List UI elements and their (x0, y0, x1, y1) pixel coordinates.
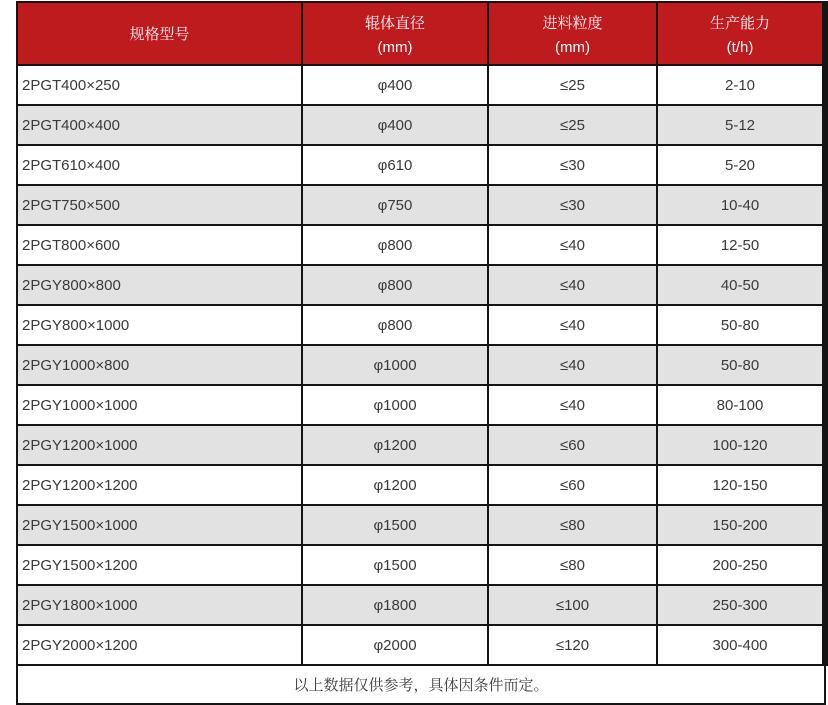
col-header-roller-diameter-unit: (mm) (377, 38, 413, 56)
cell-model: 2PGY1200×1000 (17, 425, 302, 465)
cell-model: 2PGY800×1000 (17, 305, 302, 345)
col-header-feed-size (488, 2, 657, 65)
cell-diameter: φ400 (302, 65, 488, 105)
cell-model: 2PGT400×250 (17, 65, 302, 105)
table-row (17, 345, 825, 385)
col-header-model (17, 2, 302, 65)
cell-model: 2PGT400×400 (17, 105, 302, 145)
spec-table-header (17, 2, 825, 65)
cell-feed-size: ≤120 (488, 625, 657, 665)
cell-capacity: 200-250 (657, 545, 825, 585)
cell-diameter: φ1000 (302, 385, 488, 425)
col-header-roller-diameter (302, 2, 488, 65)
cell-model: 2PGY800×800 (17, 265, 302, 305)
cell-feed-size: ≤60 (488, 465, 657, 505)
cell-feed-size: ≤40 (488, 345, 657, 385)
table-row (17, 265, 825, 305)
cell-capacity: 12-50 (657, 225, 825, 265)
cell-feed-size: ≤80 (488, 545, 657, 585)
table-row (17, 465, 825, 505)
cell-model: 2PGY1000×800 (17, 345, 302, 385)
cell-diameter: φ800 (302, 305, 488, 345)
header-row (17, 2, 825, 65)
cell-capacity: 120-150 (657, 465, 825, 505)
cell-capacity: 100-120 (657, 425, 825, 465)
cell-feed-size: ≤80 (488, 505, 657, 545)
cell-capacity: 250-300 (657, 585, 825, 625)
cell-capacity: 5-20 (657, 145, 825, 185)
cell-model: 2PGY1800×1000 (17, 585, 302, 625)
cell-diameter: φ1000 (302, 345, 488, 385)
cell-feed-size: ≤30 (488, 145, 657, 185)
col-header-feed-size-label: 进料粒度 (542, 14, 603, 32)
cell-diameter: φ400 (302, 105, 488, 145)
cell-capacity: 50-80 (657, 305, 825, 345)
cell-capacity: 10-40 (657, 185, 825, 225)
cell-capacity: 2-10 (657, 65, 825, 105)
cell-feed-size: ≤25 (488, 105, 657, 145)
footer-note-row (17, 665, 825, 704)
cell-diameter: φ1500 (302, 545, 488, 585)
cell-model: 2PGT800×600 (17, 225, 302, 265)
table-row (17, 185, 825, 225)
spec-table (16, 1, 828, 705)
cell-diameter: φ800 (302, 225, 488, 265)
cell-feed-size: ≤100 (488, 585, 657, 625)
cell-feed-size: ≤60 (488, 425, 657, 465)
table-row (17, 585, 825, 625)
cell-feed-size: ≤40 (488, 225, 657, 265)
cell-capacity: 300-400 (657, 625, 825, 665)
cell-model: 2PGY1200×1200 (17, 465, 302, 505)
cell-model: 2PGT610×400 (17, 145, 302, 185)
col-header-roller-diameter-label: 辊体直径 (364, 14, 425, 32)
cell-diameter: φ750 (302, 185, 488, 225)
cell-model: 2PGY1500×1200 (17, 545, 302, 585)
cell-feed-size: ≤40 (488, 265, 657, 305)
cell-feed-size: ≤40 (488, 385, 657, 425)
cell-capacity: 80-100 (657, 385, 825, 425)
table-row (17, 105, 825, 145)
cell-diameter: φ610 (302, 145, 488, 185)
cell-feed-size: ≤30 (488, 185, 657, 225)
footer-note: 以上数据仅供参考，具体因条件而定。 (17, 665, 825, 704)
cell-model: 2PGY2000×1200 (17, 625, 302, 665)
col-header-capacity-unit: (t/h) (726, 38, 754, 56)
cell-diameter: φ800 (302, 265, 488, 305)
cell-diameter: φ1500 (302, 505, 488, 545)
spec-table-body (17, 65, 825, 704)
col-header-capacity-label: 生产能力 (709, 14, 770, 32)
cell-diameter: φ1800 (302, 585, 488, 625)
col-header-model-label: 规格型号 (129, 26, 190, 43)
cell-capacity: 40-50 (657, 265, 825, 305)
cell-feed-size: ≤25 (488, 65, 657, 105)
table-row (17, 545, 825, 585)
cell-diameter: φ1200 (302, 425, 488, 465)
cell-diameter: φ1200 (302, 465, 488, 505)
col-header-feed-size-unit: (mm) (555, 38, 590, 56)
table-row (17, 305, 825, 345)
col-header-capacity (657, 2, 825, 65)
cell-model: 2PGY1500×1000 (17, 505, 302, 545)
table-row (17, 625, 825, 665)
cell-capacity: 150-200 (657, 505, 825, 545)
cell-model: 2PGY1000×1000 (17, 385, 302, 425)
cell-diameter: φ2000 (302, 625, 488, 665)
page-canvas (0, 1, 827, 694)
table-row (17, 425, 825, 465)
table-row (17, 225, 825, 265)
table-row (17, 145, 825, 185)
cell-capacity: 50-80 (657, 345, 825, 385)
table-row (17, 385, 825, 425)
table-row (17, 65, 825, 105)
cell-capacity: 5-12 (657, 105, 825, 145)
cell-model: 2PGT750×500 (17, 185, 302, 225)
cell-feed-size: ≤40 (488, 305, 657, 345)
table-row (17, 505, 825, 545)
